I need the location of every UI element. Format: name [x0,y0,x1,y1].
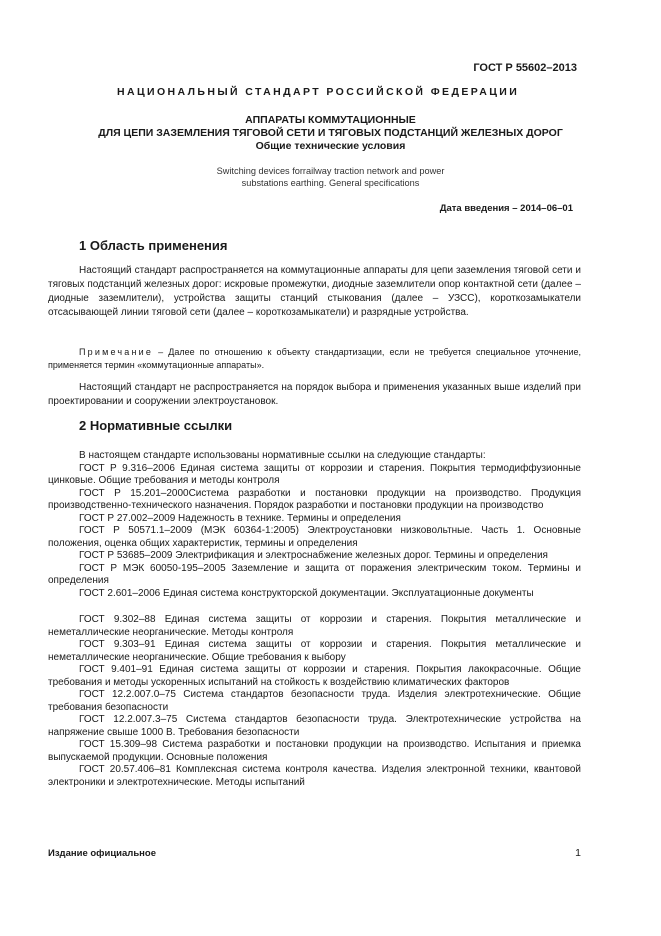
list-item: ГОСТ Р 50571.1–2009 (МЭК 60364-1:2005) Электроустановки низковольтные. Часть 1. Основные положения, оценка общих характеристик, термины и определения [48,525,581,549]
normative-references-list [48,450,581,789]
section-1-note [48,346,581,372]
references-intro: В настоящем стандарте использованы нормативные ссылки на следующие стандарты: [79,450,486,461]
english-title-line-1: Switching devices forrailway traction network and power [216,166,445,176]
list-item: ГОСТ Р 9.316–2006 Единая система защиты от коррозии и старения. Покрытия термодиффузионные цинковые. Общие требования и методы контроля [48,462,581,486]
section-1-paragraph-2: Настоящий стандарт не распространяется на порядок выбора и применения указанных выше изделий при проектировании и сооружении электроустановок. [48,382,581,407]
english-title [120,165,541,189]
title-line-2: ДЛЯ ЦЕПИ ЗАЗЕМЛЕНИЯ ТЯГОВОЙ СЕТИ И ТЯГОВЫХ ПОДСТАНЦИЙ ЖЕЛЕЗНЫХ ДОРОГ [98,127,563,139]
page-number: 1 [575,847,581,859]
list-item: ГОСТ 9.302–88 Единая система защиты от коррозии и старения. Покрытия металлические и неметаллические неорганические. Методы контроля [48,614,581,638]
list-item: ГОСТ Р 27.002–2009 Надежность в технике. Термины и определения [79,512,401,524]
note-text: – Далее по отношению к объекту стандартизации, если не требуется специальное уточнение, применяется термин «коммутационные аппараты». [48,347,581,370]
list-item: ГОСТ 15.309–98 Система разработки и постановки продукции на производство. Испытания и приемка выпускаемой продукции. Основные положения [48,739,581,763]
list-item: ГОСТ 9.401–91 Единая система защиты от коррозии и старения. Покрытия лакокрасочные. Общие требования и методы ускоренных испытаний на стойкость к воздействию климатических факторов [48,664,581,688]
document-title [40,114,621,153]
list-item: ГОСТ Р 15.201–2000Система разработки и постановки продукции на производство. Продукция производственно-технического назначения. Порядок разработки и постановки продукции на производство [48,487,581,511]
list-item: ГОСТ 12.2.007.3–75 Система стандартов безопасности труда. Электротехнические устройства на напряжение свыше 1000 В. Требования безопасности [48,714,581,738]
introduction-date: Дата введения – 2014–06–01 [439,203,573,214]
national-standard-heading: НАЦИОНАЛЬНЫЙ СТАНДАРТ РОССИЙСКОЙ ФЕДЕРАЦИИ [117,86,520,98]
list-item: ГОСТ Р МЭК 60050-195–2005 Заземление и защита от поражения электрическим током. Термины и определения [48,562,581,586]
section-1-paragraph-1: Настоящий стандарт распространяется на коммутационные аппараты для цепи заземления тяговой сети и тяговых подстанций железных дорог: искровые промежутки, диодные заземлители опор контактной сети (далее – диодные заземлители), устройства защиты станций стыкования (далее – УЗСС), короткозамыкатели отсасывающей линии тяговой сети (далее – короткозамыкатели) и разрядные устройства. [48,265,581,318]
list-item: ГОСТ 2.601–2006 Единая система конструкторской документации. Эксплуатационные документы [79,587,534,599]
list-item: ГОСТ 20.57.406–81 Комплексная система контроля качества. Изделия электронной техники, квантовой электроники и электротехнические. Методы испытаний [48,764,581,788]
official-edition-label: Издание официальное [48,848,156,859]
list-item: ГОСТ 12.2.007.0–75 Система стандартов безопасности труда. Изделия электротехнические. Общие требования безопасности [48,689,581,713]
standard-number: ГОСТ Р 55602–2013 [473,62,577,74]
note-label: Примечание [79,347,154,357]
title-line-1: АППАРАТЫ КОММУТАЦИОННЫЕ [245,114,416,126]
title-subtitle: Общие технические условия [255,140,406,152]
section-2-heading: 2 Нормативные ссылки [79,418,233,433]
section-1-heading: 1 Область применения [79,238,228,253]
list-item: ГОСТ Р 53685–2009 Электрификация и электроснабжение железных дорог. Термины и определения [79,550,548,561]
english-title-line-2: substations earthing. General specifications [241,178,420,188]
list-item: ГОСТ 9.303–91 Единая система защиты от коррозии и старения. Покрытия металлические и неметаллические неорганические. Общие требования к выбору [48,639,581,663]
